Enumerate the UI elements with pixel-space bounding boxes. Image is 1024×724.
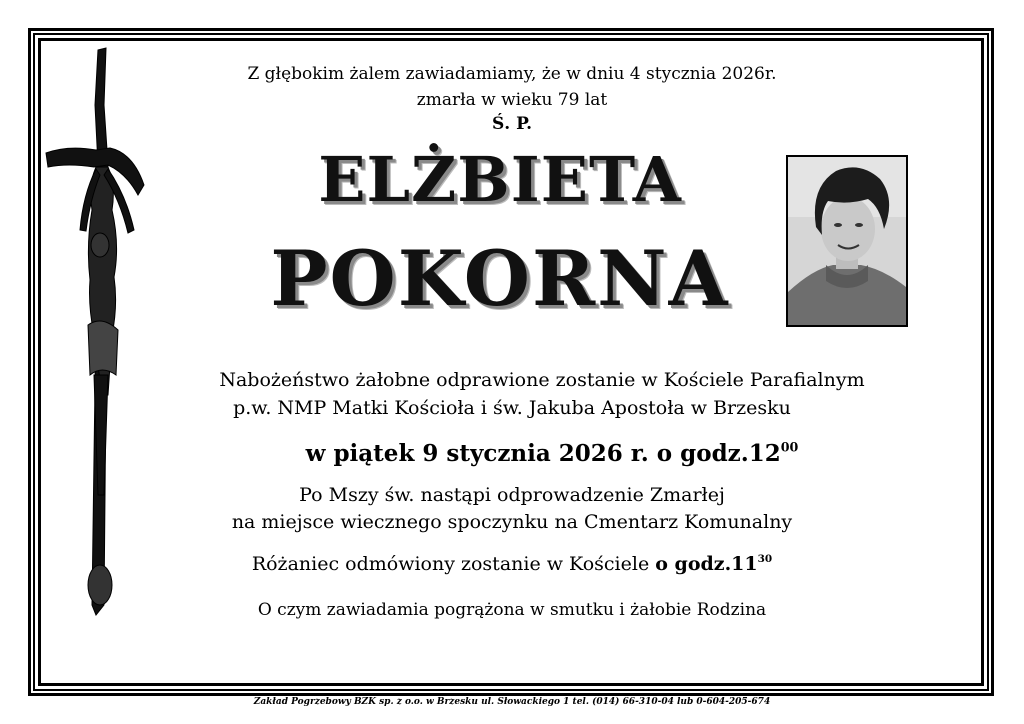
rosary-time: o godz.11: [655, 553, 758, 575]
closing-line: O czym zawiadamia pogrążona w smutku i żałobie Rodzina: [257, 600, 767, 620]
rosary-text: Różaniec odmówiony zostanie w Kościele: [251, 553, 656, 575]
funeral-date-minutes: 00: [780, 439, 799, 455]
mass-line-2: p.w. NMP Matki Kościoła i św. Jakuba Apostoła w Brzesku: [233, 397, 791, 419]
deceased-first-name: ELŻBIETA: [318, 143, 682, 216]
intro-line-2: zmarła w wieku 79 lat: [416, 90, 608, 110]
rosary-line: [0, 553, 1024, 575]
funeral-home-footer: Zakład Pogrzebowy BZK sp. z o.o. w Brzesku ul. Słowackiego 1 tel. (014) 66-310-04 lub 0-604-205-674: [253, 697, 771, 707]
procession-line-2: na miejsce wiecznego spoczynku na Cmentarz Komunalny: [231, 511, 793, 533]
funeral-date-text: w piątek 9 stycznia 2026 r. o godz.12: [305, 440, 781, 467]
procession-line-1: Po Mszy św. nastąpi odprowadzenie Zmarłej: [299, 484, 725, 506]
honorific: Ś. P.: [491, 114, 532, 134]
border-inner: [38, 38, 984, 686]
intro-line-1: Z głębokim żalem zawiadamiamy, że w dniu 4 stycznia 2026r.: [247, 64, 777, 84]
rosary-time-minutes: 30: [757, 553, 773, 566]
deceased-last-name: POKORNA: [270, 234, 730, 323]
funeral-date: [40, 440, 1024, 467]
mass-line-1: Nabożeństwo żałobne odprawione zostanie w Kościele Parafialnym: [219, 369, 865, 391]
